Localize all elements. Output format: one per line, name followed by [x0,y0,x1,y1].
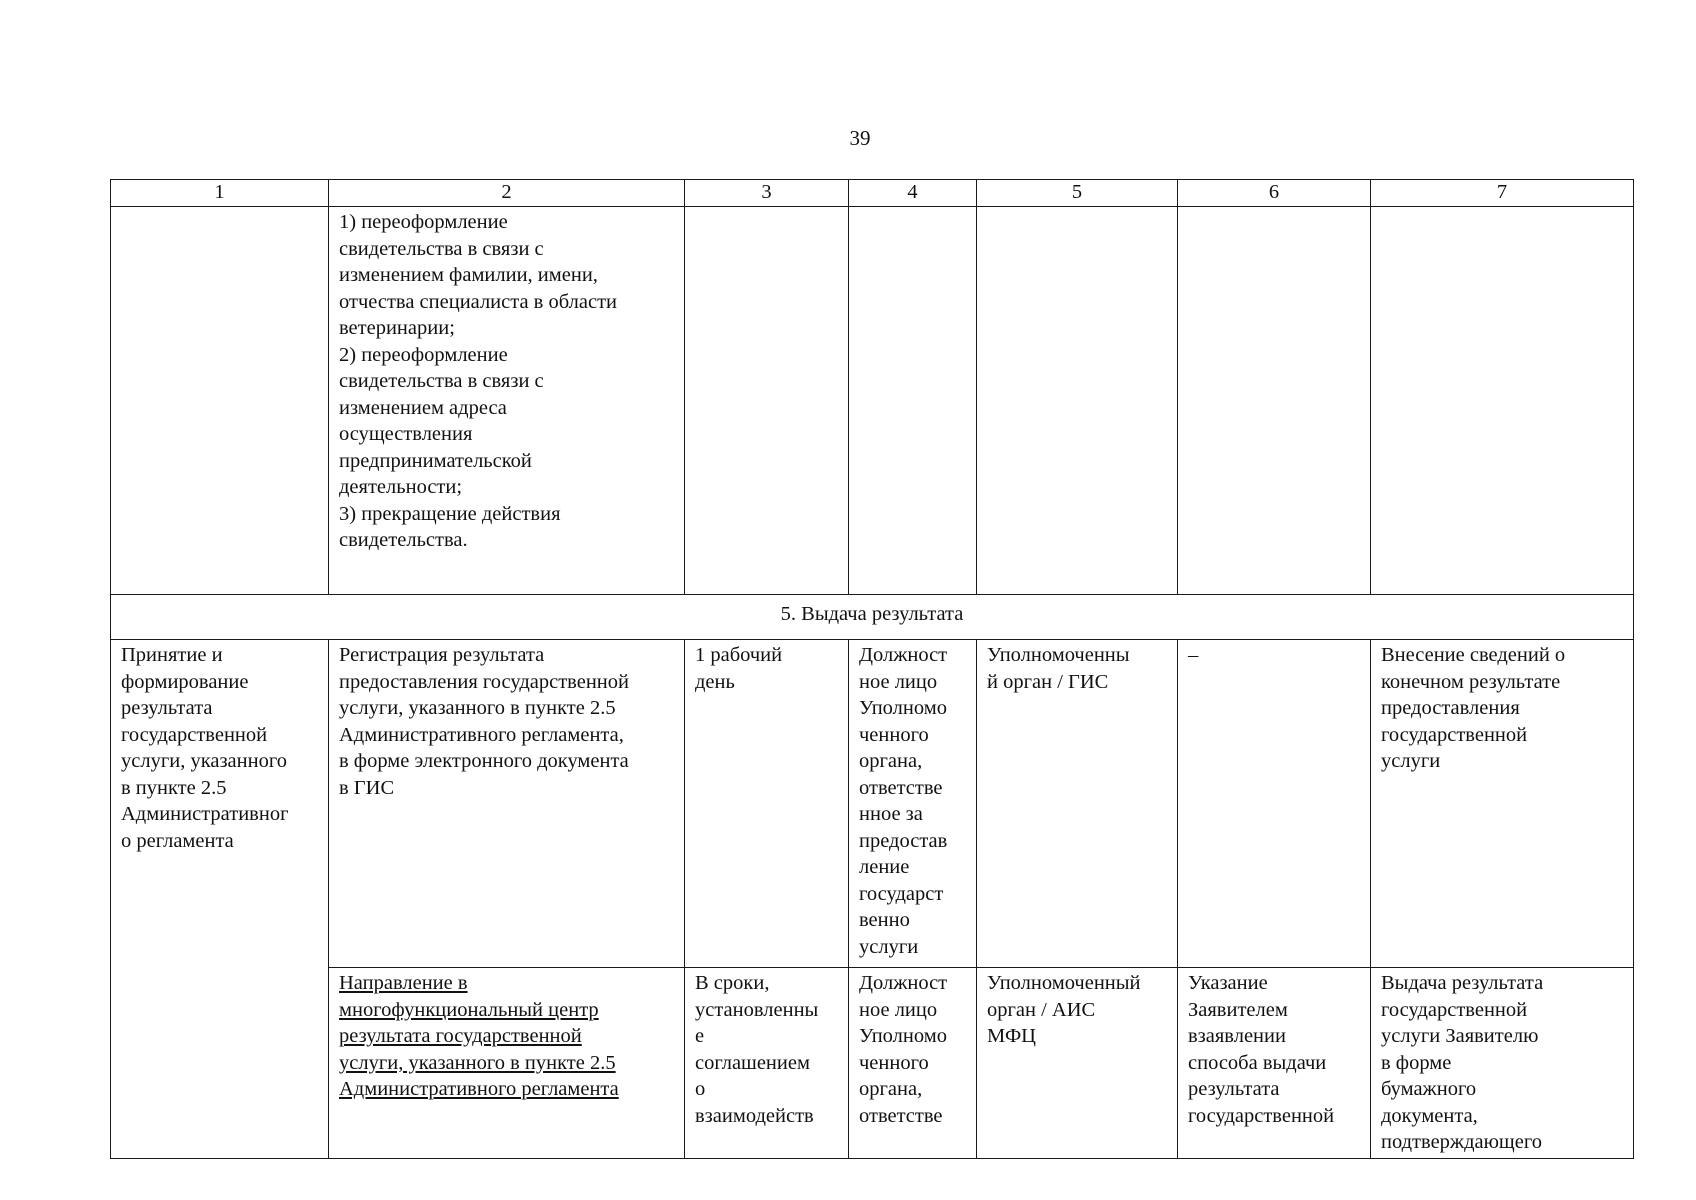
section-row [111,595,1634,640]
cell-text-line: свидетельства в связи с [339,370,544,392]
cell-text-line: Внесение сведений о [1381,644,1566,666]
cell-text-line: деятельности; [339,476,463,498]
cell-text-line: Регистрация результата [339,644,545,666]
cell-text-line: отчества специалиста в области [339,290,618,313]
cell-text-line: свидетельства. [339,529,468,551]
cell-text-line: установленны [695,998,819,1021]
criteria-cell-a [1178,640,1371,968]
cell-text-line: о [695,1078,706,1100]
cell-text-line: в форме [1381,1051,1452,1074]
procedure-table [110,179,1634,1159]
cell-text-line: ответстве [859,776,943,799]
responsible-cell-a [849,640,977,968]
cell-text-line: изменением адреса [339,396,507,419]
cell-text-line: свидетельства в связи с [339,237,544,260]
cell-text-line: взаимодейств [695,1104,814,1127]
cell-text-line: изменением фамилии, имени, [339,264,598,286]
cell-text-line: услуги Заявителю [1381,1025,1539,1047]
term-cell-a [685,640,849,968]
section-title: 5. Выдача результата [111,595,1634,640]
column-number-3: 3 [685,180,849,207]
column-number-4: 4 [849,180,977,207]
cell-text-line: й орган / ГИС [987,670,1109,693]
cell-text-line: государственной [1381,998,1528,1021]
cell-text-line: – [1188,644,1199,666]
cell-text-line: услуги, указанного в пункте 2.5 [339,1051,616,1074]
cell-text-line: е [695,1025,705,1047]
cell-text-line: способа выдачи [1188,1051,1327,1074]
responsible-cell-b [849,968,977,1159]
cell-text-line: ченного [859,723,929,746]
cell-text-line: в форме электронного документа [339,750,629,772]
cell-text-line: соглашением [695,1051,810,1074]
cell-text-line: Заявителем [1188,998,1288,1021]
cell-text-line: предпринимательской [339,449,532,472]
cell-text-line: бумажного [1381,1078,1477,1100]
cell-text-line: документа, [1381,1104,1478,1127]
cell-text-line: многофункциональный центр [339,998,599,1021]
cell-text-line: государственной [1381,723,1528,746]
cell-text-line: Выдача результата [1381,972,1544,994]
result-cell-a [1371,640,1634,968]
cell-text-line: в ГИС [339,776,395,799]
cell-text-line: Административного регламента [339,1078,619,1100]
cont-col4-cell [849,207,977,595]
cell-text-line: ченного [859,1051,929,1074]
cell-text-line: предостав [859,829,948,852]
place-cell-a [977,640,1178,968]
cell-text-line: Указание [1188,972,1268,994]
cont-col1-cell [111,207,329,595]
procedure-name-cell [111,640,329,1159]
cell-text-line: органа, [859,1078,923,1100]
column-number-7: 7 [1371,180,1634,207]
cell-text-line: ление [859,856,910,878]
result-cell-b [1371,968,1634,1159]
cell-text-line: ответстве [859,1104,943,1127]
column-number-1: 1 [111,180,329,207]
cell-text-line: Уполномо [859,697,947,719]
cell-text-line: Должност [859,972,948,994]
result-formation-row [111,640,1634,968]
cell-text-line: Уполномо [859,1025,947,1047]
cell-text-line: день [695,670,735,693]
cell-text-line: В сроки, [695,972,770,994]
cell-text-line: Принятие и [121,644,223,666]
cell-text-line: государственной [1188,1104,1335,1127]
cell-text-line: государст [859,882,944,905]
cont-col6-cell [1178,207,1371,595]
cell-text-line: услуги [859,935,919,958]
cell-text-line: результата [1188,1078,1280,1100]
cell-text-line: Административног [121,803,289,825]
cell-text-line: в пункте 2.5 [121,776,227,799]
cell-text-line: о регламента [121,829,234,852]
cell-text-line: органа, [859,750,923,772]
cell-text-line: МФЦ [987,1025,1036,1047]
cell-text-line: ное лицо [859,998,938,1021]
cell-text-line: формирование [121,670,249,693]
cell-text-line: услуги [1381,750,1441,772]
cell-text-line: орган / АИС [987,998,1096,1021]
cell-text-line: Уполномоченны [987,644,1130,666]
cell-text-line: услуги, указанного [121,750,287,772]
cell-text-line: осуществления [339,423,473,445]
action-direction-cell [329,968,685,1159]
cell-text-line: Административного регламента, [339,723,624,746]
cell-text-line: 3) прекращение действия [339,502,561,525]
action-registration-cell [329,640,685,968]
cell-text-line: предоставления [1381,697,1520,719]
continuation-row [111,207,1634,595]
cell-text-line: подтверждающего [1381,1131,1542,1153]
place-cell-b [977,968,1178,1159]
criteria-cell-b [1178,968,1371,1159]
cell-text-line: предоставления государственной [339,670,629,693]
result-delivery-row [111,968,1634,1159]
cell-text-line: 1) переоформление [339,211,508,233]
cell-text-line: взаявлении [1188,1025,1286,1047]
cont-col2-cell [329,207,685,595]
cell-text-line: Должност [859,644,948,666]
cell-text-line: государственной [121,723,268,746]
cell-text-line: Направление в [339,972,468,994]
cell-text-line: нное за [859,803,923,825]
cell-text-line: 1 рабочий [695,644,783,666]
cont-col3-cell [685,207,849,595]
cont-col7-cell [1371,207,1634,595]
column-number-6: 6 [1178,180,1371,207]
cell-text-line: конечном результате [1381,670,1561,693]
column-number-row [111,180,1634,207]
page-number: 39 [849,126,871,150]
cell-text-line: 2) переоформление [339,343,508,366]
term-cell-b [685,968,849,1159]
column-number-2: 2 [329,180,685,207]
cell-text-line: ное лицо [859,670,938,693]
column-number-5: 5 [977,180,1178,207]
cell-text-line: результата [121,697,213,719]
cell-text-line: венно [859,909,910,931]
cell-text-line: ветеринарии; [339,317,455,339]
cell-text-line: результата государственной [339,1025,582,1047]
cell-text-line: Уполномоченный [987,972,1141,994]
cell-text-line: услуги, указанного в пункте 2.5 [339,697,616,719]
cont-col5-cell [977,207,1178,595]
